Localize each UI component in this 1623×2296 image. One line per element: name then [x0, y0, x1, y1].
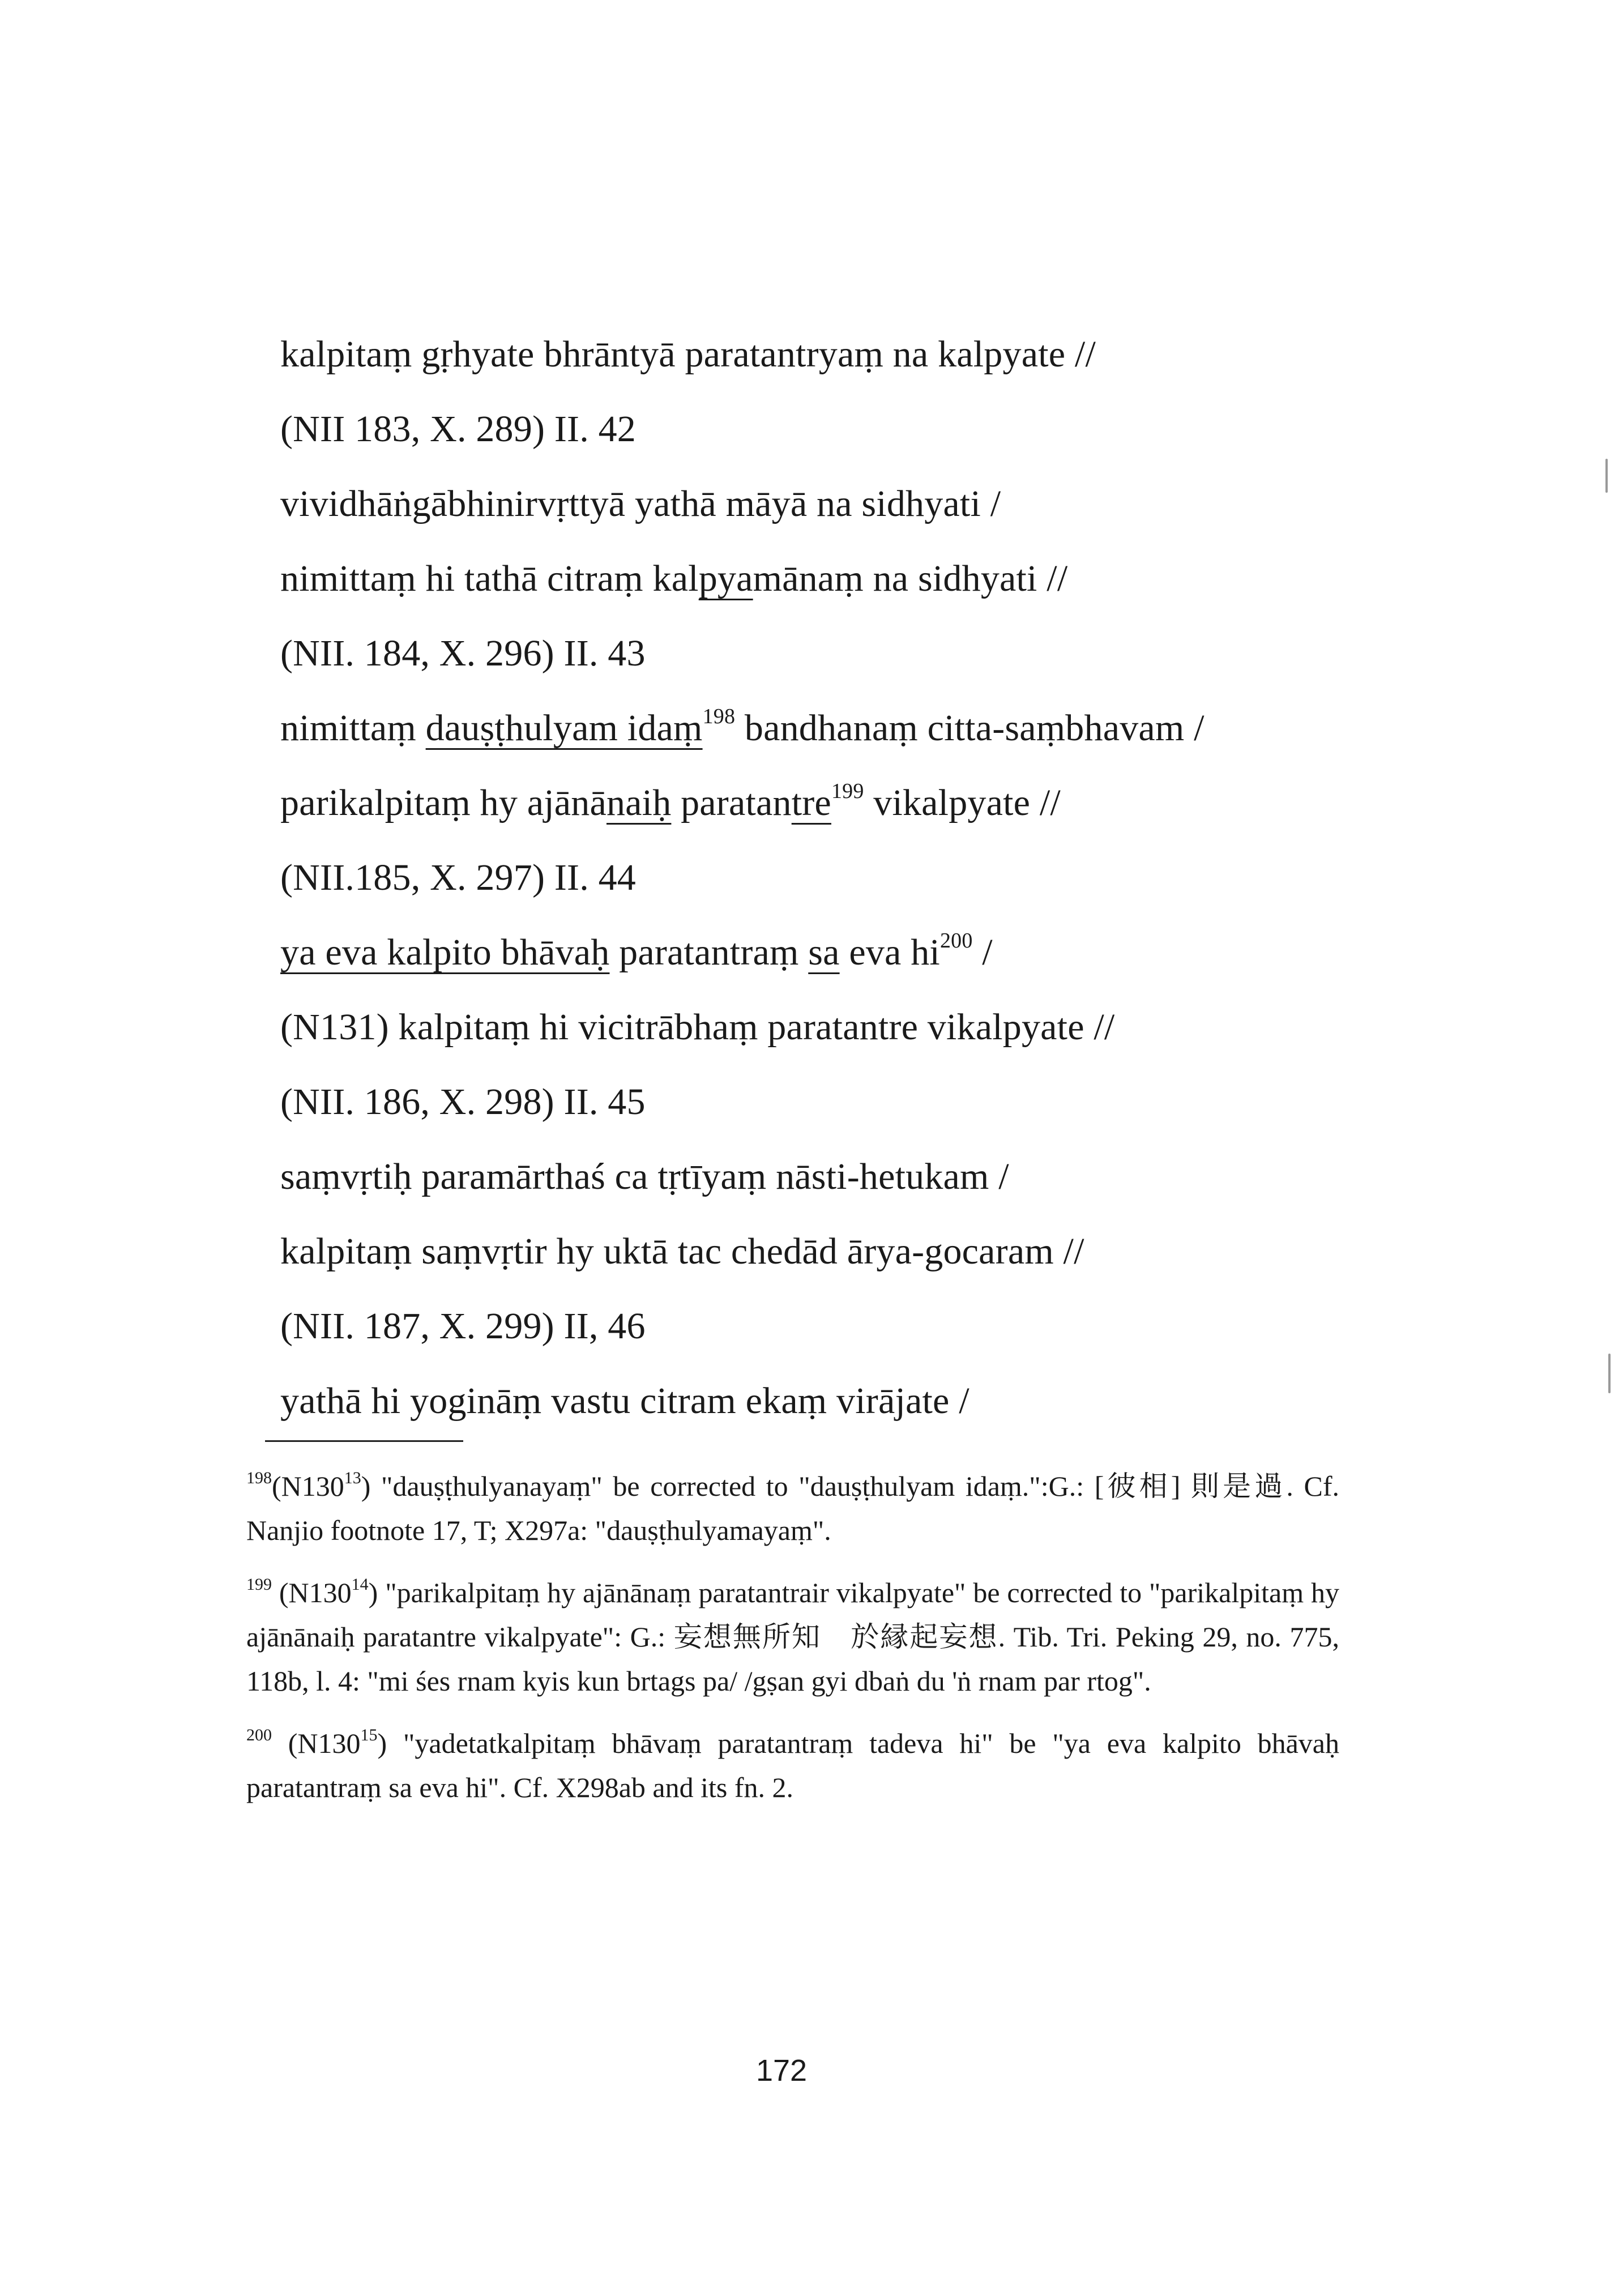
text-span: (N130 — [272, 1727, 361, 1759]
verse-line — [280, 990, 1413, 1065]
footnote-number: 200 — [246, 1726, 272, 1744]
footnote-ref: 13 — [344, 1469, 361, 1487]
verse-line — [280, 840, 1413, 915]
text-span: (NII. 187, X. 299) II, 46 — [280, 1305, 646, 1347]
verse-block — [280, 317, 1413, 1439]
text-span: (N130 — [272, 1470, 344, 1502]
text-span: nimittaṃ — [280, 707, 426, 749]
verse-line — [280, 1289, 1413, 1364]
verse-line — [280, 1364, 1413, 1439]
text-span: paratantraṃ — [609, 932, 809, 973]
footnote-ref: 15 — [360, 1726, 378, 1744]
verse-line — [280, 616, 1413, 691]
underlined-text: ya eva kalpito bhāvaḥ — [280, 932, 610, 973]
verse-line — [280, 317, 1413, 392]
footnote-199 — [246, 1571, 1339, 1703]
verse-line — [280, 467, 1413, 541]
underlined-text: pya — [698, 558, 753, 599]
footnote-ref: 14 — [351, 1575, 369, 1594]
verse-line — [280, 766, 1413, 840]
text-span: ) "yadetatkalpitaṃ bhāvaṃ paratantraṃ tadeva hi" be "ya eva kalpito bhāvaḥ paratantraṃ sa eva hi". Cf. X298ab and its fn. 2. — [246, 1727, 1339, 1803]
text-span: (NII. 184, X. 296) II. 43 — [280, 633, 646, 674]
verse-line — [280, 392, 1413, 467]
text-span: (N131) kalpitaṃ hi vicitrābhaṃ paratantre vikalpyate // — [280, 1006, 1115, 1048]
text-span: bandhanaṃ citta-saṃbhavam / — [735, 707, 1205, 749]
footnote-number: 199 — [246, 1575, 272, 1594]
scan-margin-mark — [1605, 459, 1608, 493]
underlined-text: tre — [791, 782, 831, 823]
text-span: ) "parikalpitaṃ hy ajānānaṃ paratantrair vikalpyate" be corrected to "parikalpitaṃ hy ajānānaiḥ paratantre vikalpyate": G.: 妄想無所知 於縁起妄想. Tib. Tri. Peking 29, no. 775, 118b, l. 4: "mi śes rnam kyis kun brtags pa/ /gṣan gyi dbaṅ du 'ṅ rnam par rtog". — [246, 1577, 1340, 1697]
text-span: yathā hi yogināṃ vastu citram ekaṃ virājate / — [280, 1380, 969, 1422]
footnote-198 — [246, 1464, 1339, 1552]
verse-line — [280, 915, 1413, 990]
footnote-separator — [265, 1440, 463, 1442]
verse-line — [280, 1214, 1413, 1289]
underlined-text: naiḥ — [606, 782, 672, 823]
text-span: (N130 — [272, 1577, 352, 1608]
footnote-ref: 198 — [702, 705, 736, 728]
scan-margin-mark — [1608, 1354, 1611, 1393]
footnote-ref: 199 — [831, 779, 864, 803]
text-span: nimittaṃ hi tathā citraṃ kal — [280, 558, 699, 599]
text-span: kalpitaṃ saṃvṛtir hy uktā tac chedād ārya-gocaram // — [280, 1231, 1084, 1272]
text-span: parikalpitaṃ hy ajānā — [280, 782, 607, 823]
page-number: 172 — [755, 2054, 808, 2088]
text-span: kalpitaṃ gṛhyate bhrāntyā paratantryaṃ na kalpyate // — [280, 334, 1096, 375]
text-span: / — [972, 932, 993, 973]
text-span: (NII.185, X. 297) II. 44 — [280, 857, 636, 898]
text-span: (NII. 186, X. 298) II. 45 — [280, 1081, 646, 1123]
text-span: saṃvṛtiḥ paramārthaś ca tṛtīyaṃ nāsti-hetukam / — [280, 1156, 1009, 1197]
underlined-text: sa — [808, 932, 840, 973]
text-span: mānaṃ na sidhyati // — [753, 558, 1068, 599]
footnote-200 — [246, 1721, 1339, 1810]
text-span: eva hi — [839, 932, 940, 973]
verse-line — [280, 541, 1413, 616]
verse-line — [280, 691, 1413, 766]
footnote-number: 198 — [246, 1469, 272, 1487]
text-span: vividhāṅgābhinirvṛttyā yathā māyā na sidhyati / — [280, 483, 1001, 524]
verse-line — [280, 1065, 1413, 1140]
underlined-text: dauṣṭhulyam idaṃ — [425, 707, 703, 749]
footnote-ref: 200 — [939, 929, 973, 953]
text-span: vikalpyate // — [864, 782, 1061, 823]
text-span: ) "dauṣṭhulyanayaṃ" be corrected to "dauṣṭhulyam idaṃ.":G.: [彼相] 則是過. Cf. Nanjio footnote 17, T; X297a: "dauṣṭhulyamayaṃ". — [246, 1470, 1339, 1546]
footnotes-block — [246, 1464, 1339, 1828]
text-span: paratan — [671, 782, 792, 823]
text-span: (NII 183, X. 289) II. 42 — [280, 408, 636, 450]
verse-line — [280, 1140, 1413, 1214]
